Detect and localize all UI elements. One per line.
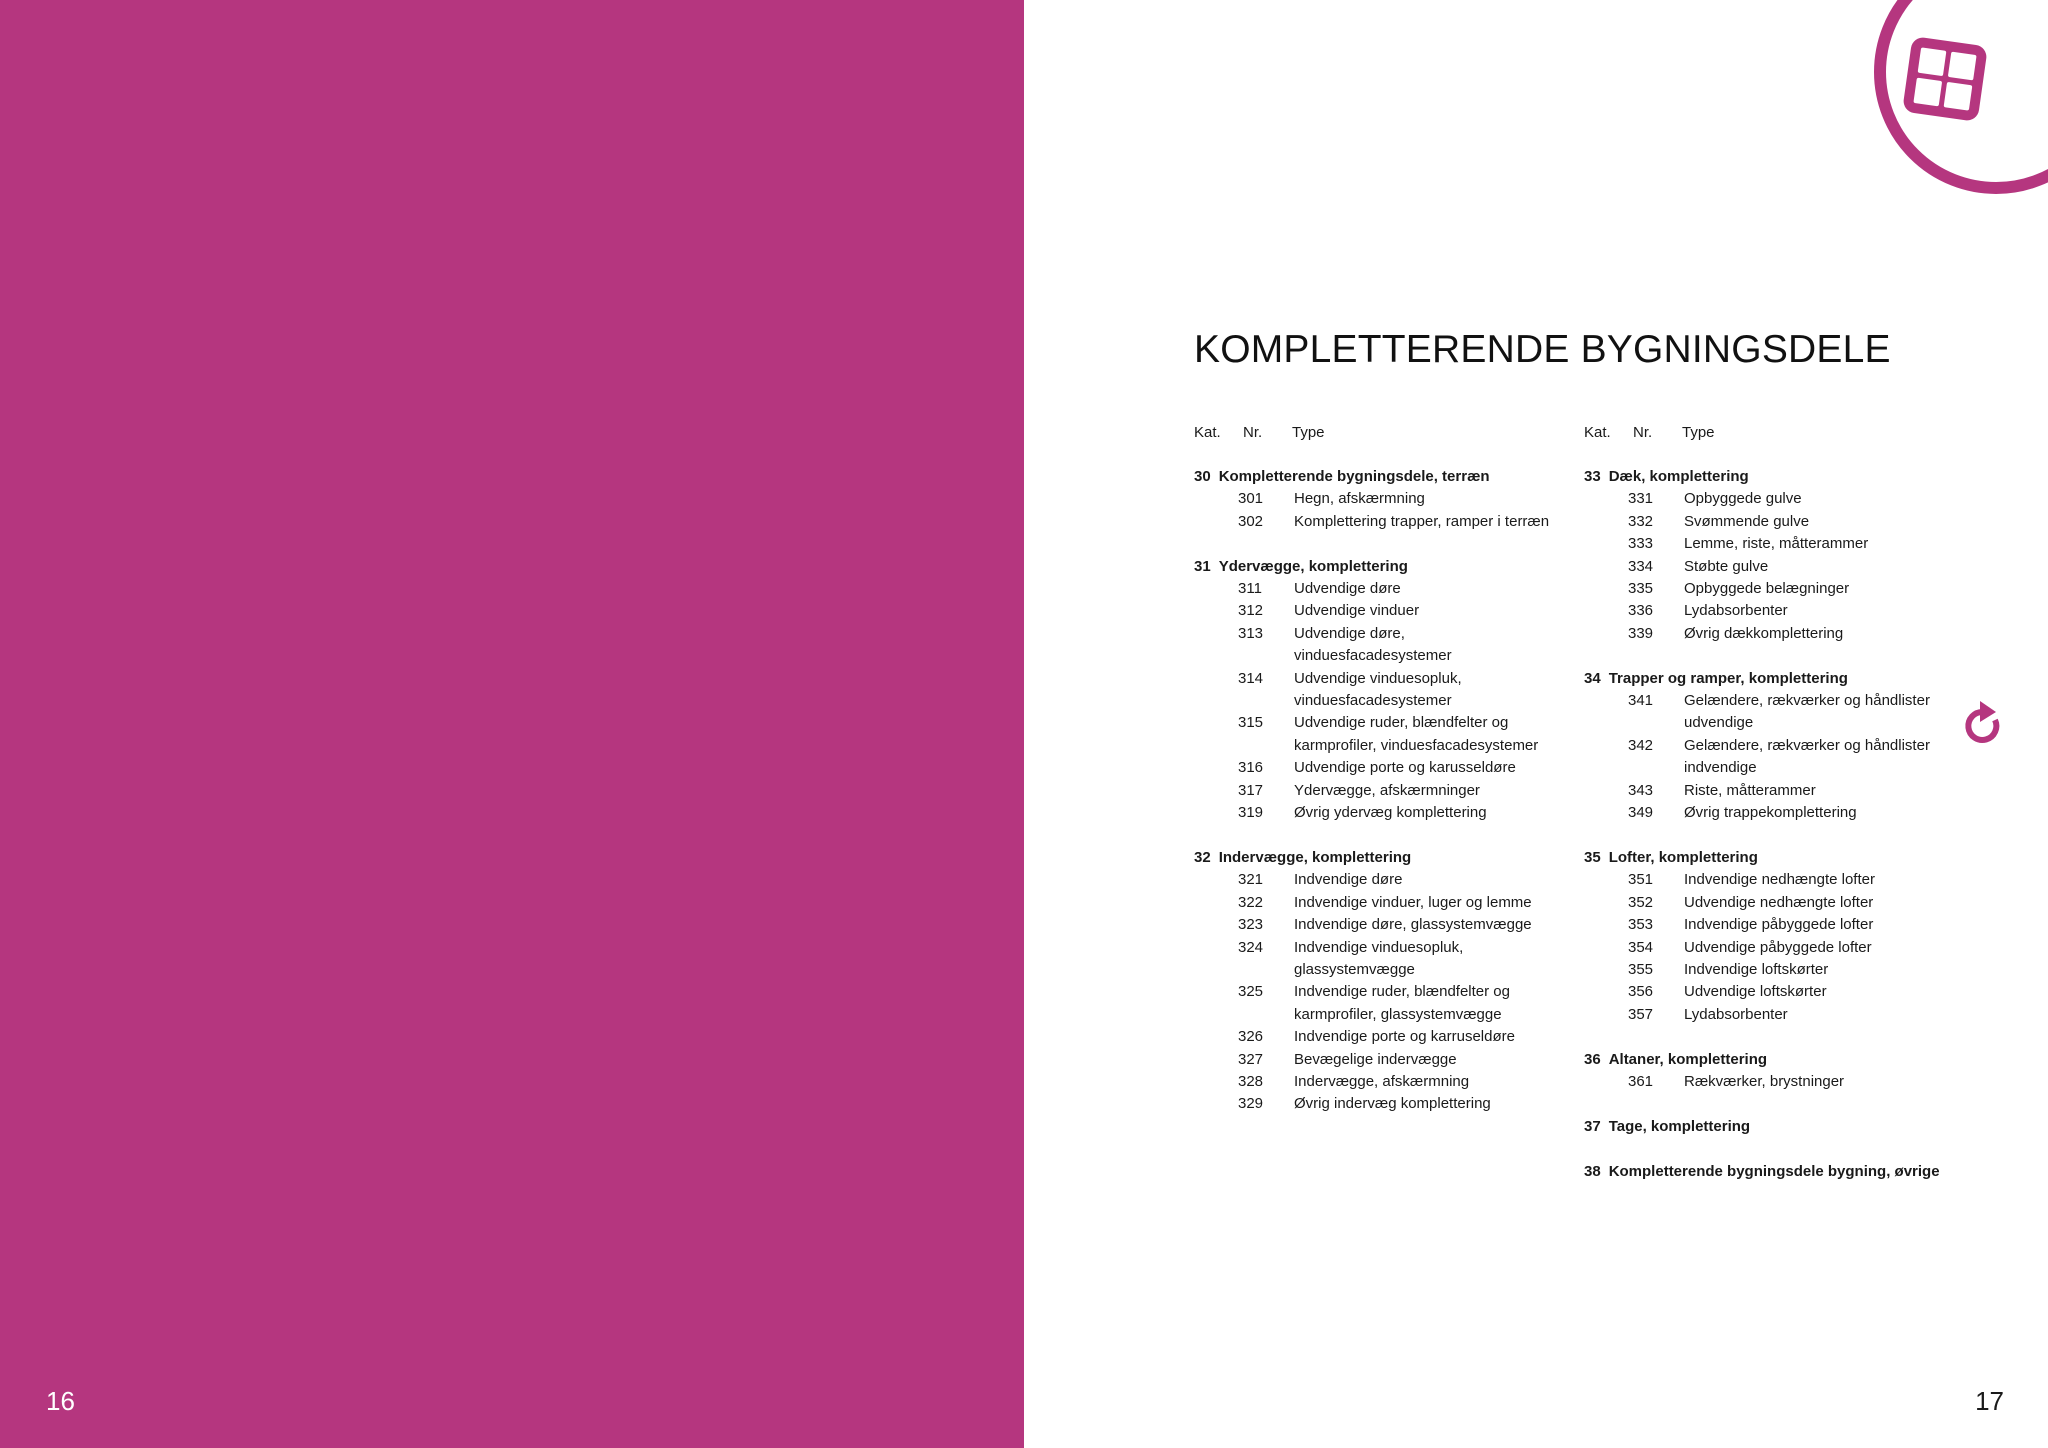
- category-number: 32: [1194, 848, 1211, 866]
- item-type: Lydabsorbenter: [1684, 602, 1788, 620]
- list-item: [1584, 914, 1964, 936]
- item-type: Gelændere, rækværker og håndlister udvendige: [1684, 692, 1930, 732]
- header-nr: Nr.: [1243, 424, 1263, 441]
- item-type: Indervægge, afskærmning: [1294, 1072, 1470, 1090]
- item-number: 339: [1628, 624, 1654, 642]
- item-number: 335: [1628, 580, 1654, 598]
- list-item: [1194, 668, 1564, 713]
- item-number: 357: [1628, 1005, 1654, 1023]
- header-kat: Kat.: [1584, 424, 1611, 441]
- list-item: [1194, 1093, 1564, 1115]
- category-title: [1194, 847, 1564, 869]
- item-number: 356: [1628, 983, 1654, 1001]
- category-name: Kompletterende bygningsdele, terræn: [1218, 468, 1490, 485]
- item-type: Udvendige påbyggede lofter: [1684, 938, 1872, 956]
- list-item: [1584, 488, 1964, 510]
- category-name: Ydervægge, komplettering: [1218, 557, 1408, 575]
- list-item: [1194, 780, 1564, 802]
- item-type: Gelændere, rækværker og håndlister indvendige: [1684, 736, 1930, 777]
- item-type: Indvendige døre, glassystemvægge: [1294, 916, 1532, 934]
- category-name: Dæk, komplettering: [1608, 468, 1749, 485]
- item-number: 317: [1238, 781, 1264, 799]
- category-title: [1584, 847, 1964, 869]
- list-item: [1194, 757, 1564, 779]
- item-type: Indvendige påbyggede lofter: [1684, 916, 1874, 934]
- item-type: Hegn, afskærmning: [1294, 490, 1425, 508]
- list-item: [1584, 981, 1964, 1003]
- page-title: KOMPLETTERENDE BYGNINGSDELE: [1194, 328, 1891, 371]
- item-number: 342: [1628, 736, 1654, 754]
- category-name: Trapper og ramper, komplettering: [1608, 669, 1848, 687]
- list-item: [1584, 1071, 1964, 1093]
- item-type: Komplettering trapper, ramper i terræn: [1294, 512, 1550, 530]
- category-group: [1584, 466, 1964, 645]
- item-number: 319: [1238, 804, 1264, 822]
- item-type: Rækværker, brystninger: [1684, 1072, 1845, 1090]
- item-number: 343: [1628, 781, 1654, 799]
- item-type: Udvendige døre: [1294, 580, 1401, 598]
- item-type: Udvendige ruder, blændfelter og karmprofiler, vinduesfacadesystemer: [1294, 714, 1539, 754]
- item-number: 352: [1628, 893, 1654, 911]
- item-number: 334: [1628, 557, 1654, 575]
- list-item: [1194, 1026, 1564, 1048]
- item-number: 311: [1238, 580, 1262, 598]
- list-item: [1584, 892, 1964, 914]
- item-type: Øvrig indervæg komplettering: [1294, 1095, 1491, 1113]
- item-type: Bevægelige indervægge: [1294, 1050, 1457, 1068]
- category-title: [1194, 556, 1564, 578]
- list-item: [1194, 937, 1564, 982]
- item-number: 325: [1238, 983, 1264, 1001]
- item-number: 324: [1238, 938, 1264, 956]
- column-header: [1584, 422, 1964, 444]
- item-type: Indvendige ruder, blændfelter og karmprofiler, glassystemvægge: [1294, 983, 1510, 1023]
- category-group: [1584, 847, 1964, 1026]
- item-type: Udvendige nedhængte lofter: [1684, 893, 1874, 911]
- item-type: Indvendige nedhængte lofter: [1684, 871, 1875, 889]
- item-number: 314: [1238, 669, 1264, 687]
- list-item: [1584, 937, 1964, 959]
- item-number: 329: [1238, 1095, 1264, 1113]
- column-header: [1194, 422, 1564, 444]
- item-number: 327: [1238, 1050, 1264, 1068]
- list-item: [1194, 914, 1564, 936]
- item-number: 315: [1238, 714, 1264, 732]
- item-type: Ydervægge, afskærmninger: [1294, 781, 1480, 799]
- item-type: Udvendige vinduer: [1294, 602, 1420, 620]
- list-item: [1584, 623, 1964, 645]
- item-number: 353: [1628, 916, 1654, 934]
- category-title: [1584, 1161, 1964, 1183]
- list-item: [1194, 712, 1564, 757]
- list-item: [1584, 533, 1964, 555]
- item-type: Opbyggede belægninger: [1684, 580, 1850, 598]
- item-number: 355: [1628, 960, 1654, 978]
- category-title: [1584, 668, 1964, 690]
- window-icon: [1840, 0, 2048, 200]
- item-number: 326: [1238, 1028, 1264, 1046]
- category-number: 36: [1584, 1050, 1601, 1068]
- item-type: Udvendige døre, vinduesfacadesystemer: [1294, 624, 1452, 665]
- item-number: 323: [1238, 916, 1264, 934]
- list-item: [1194, 1071, 1564, 1093]
- list-item: [1194, 981, 1564, 1026]
- item-number: 321: [1238, 871, 1264, 889]
- item-number: 301: [1238, 490, 1264, 508]
- category-column-left: [1194, 422, 1564, 1138]
- item-number: 322: [1238, 893, 1264, 911]
- list-item: [1584, 780, 1964, 802]
- item-type: Øvrig dækkomplettering: [1684, 624, 1844, 642]
- category-name: Kompletterende bygningsdele bygning, øvrige: [1608, 1162, 1940, 1180]
- item-type: Udvendige porte og karusseldøre: [1294, 759, 1516, 777]
- item-type: Øvrig ydervæg komplettering: [1294, 804, 1487, 822]
- category-number: 30: [1194, 468, 1211, 485]
- category-number: 33: [1584, 468, 1601, 485]
- list-item: [1194, 802, 1564, 824]
- list-item: [1194, 892, 1564, 914]
- item-number: 313: [1238, 624, 1264, 642]
- category-column-right: [1584, 422, 1964, 1205]
- item-type: Indvendige porte og karruseldøre: [1294, 1028, 1515, 1046]
- category-name: Tage, komplettering: [1608, 1117, 1751, 1135]
- page-number-right: 17: [1975, 1386, 2004, 1416]
- list-item: [1194, 623, 1564, 668]
- category-group: [1194, 466, 1564, 533]
- list-item: [1584, 735, 1964, 780]
- list-item: [1584, 1004, 1964, 1026]
- category-number: 34: [1584, 669, 1601, 687]
- list-item: [1194, 600, 1564, 622]
- category-group: [1584, 668, 1964, 825]
- item-type: Indvendige vinduesopluk, glassystemvægge: [1294, 938, 1464, 978]
- item-number: 332: [1628, 512, 1654, 530]
- category-group: [1194, 556, 1564, 825]
- list-item: [1584, 600, 1964, 622]
- item-type: Indvendige loftskørter: [1684, 960, 1829, 978]
- list-item: [1584, 802, 1964, 824]
- list-item: [1584, 959, 1964, 981]
- category-number: 35: [1584, 848, 1601, 866]
- list-item: [1584, 578, 1964, 600]
- category-number: 31: [1194, 557, 1211, 575]
- item-type: Lydabsorbenter: [1684, 1005, 1788, 1023]
- category-number: 38: [1584, 1162, 1601, 1180]
- item-number: 333: [1628, 535, 1654, 553]
- item-type: Udvendige vinduesopluk, vinduesfacadesystemer: [1294, 669, 1462, 710]
- category-group: [1584, 1049, 1964, 1094]
- category-title: [1584, 466, 1964, 488]
- list-item: [1194, 869, 1564, 891]
- list-item: [1584, 556, 1964, 578]
- category-group: [1584, 1116, 1964, 1138]
- item-type: Støbte gulve: [1684, 557, 1769, 575]
- list-item: [1194, 1049, 1564, 1071]
- item-number: 316: [1238, 759, 1264, 777]
- header-nr: Nr.: [1633, 424, 1653, 441]
- item-number: 312: [1238, 602, 1264, 620]
- item-type: Indvendige døre: [1294, 871, 1403, 889]
- item-type: Opbyggede gulve: [1684, 490, 1802, 508]
- category-group: [1194, 847, 1564, 1116]
- list-item: [1584, 690, 1964, 735]
- list-item: [1584, 869, 1964, 891]
- item-number: 336: [1628, 602, 1654, 620]
- list-item: [1194, 511, 1564, 533]
- item-number: 354: [1628, 938, 1654, 956]
- page-number-left: 16: [46, 1386, 75, 1416]
- item-type: Riste, måtterammer: [1684, 781, 1816, 799]
- item-type: Svømmende gulve: [1684, 512, 1810, 530]
- item-number: 341: [1628, 692, 1654, 710]
- refresh-icon[interactable]: [1962, 698, 2008, 750]
- item-number: 331: [1628, 490, 1654, 508]
- list-item: [1194, 578, 1564, 600]
- category-name: Lofter, komplettering: [1608, 848, 1758, 866]
- item-number: 328: [1238, 1072, 1264, 1090]
- category-title: [1584, 1049, 1964, 1071]
- category-number: 37: [1584, 1117, 1601, 1135]
- item-number: 361: [1628, 1072, 1654, 1090]
- category-title: [1584, 1116, 1964, 1138]
- item-type: Øvrig trappekomplettering: [1684, 804, 1857, 822]
- category-name: Altaner, komplettering: [1608, 1050, 1768, 1068]
- item-type: Lemme, riste, måtterammer: [1684, 535, 1869, 553]
- item-number: 349: [1628, 804, 1654, 822]
- header-kat: Kat.: [1194, 424, 1221, 441]
- item-number: 351: [1628, 871, 1654, 889]
- list-item: [1584, 511, 1964, 533]
- category-name: Indervægge, komplettering: [1218, 848, 1412, 866]
- header-type: Type: [1292, 424, 1325, 441]
- category-title: [1194, 466, 1564, 488]
- category-group: [1584, 1161, 1964, 1183]
- item-type: Udvendige loftskørter: [1684, 983, 1827, 1001]
- item-type: Indvendige vinduer, luger og lemme: [1294, 893, 1532, 911]
- list-item: [1194, 488, 1564, 510]
- header-type: Type: [1682, 424, 1715, 441]
- item-number: 302: [1238, 512, 1264, 530]
